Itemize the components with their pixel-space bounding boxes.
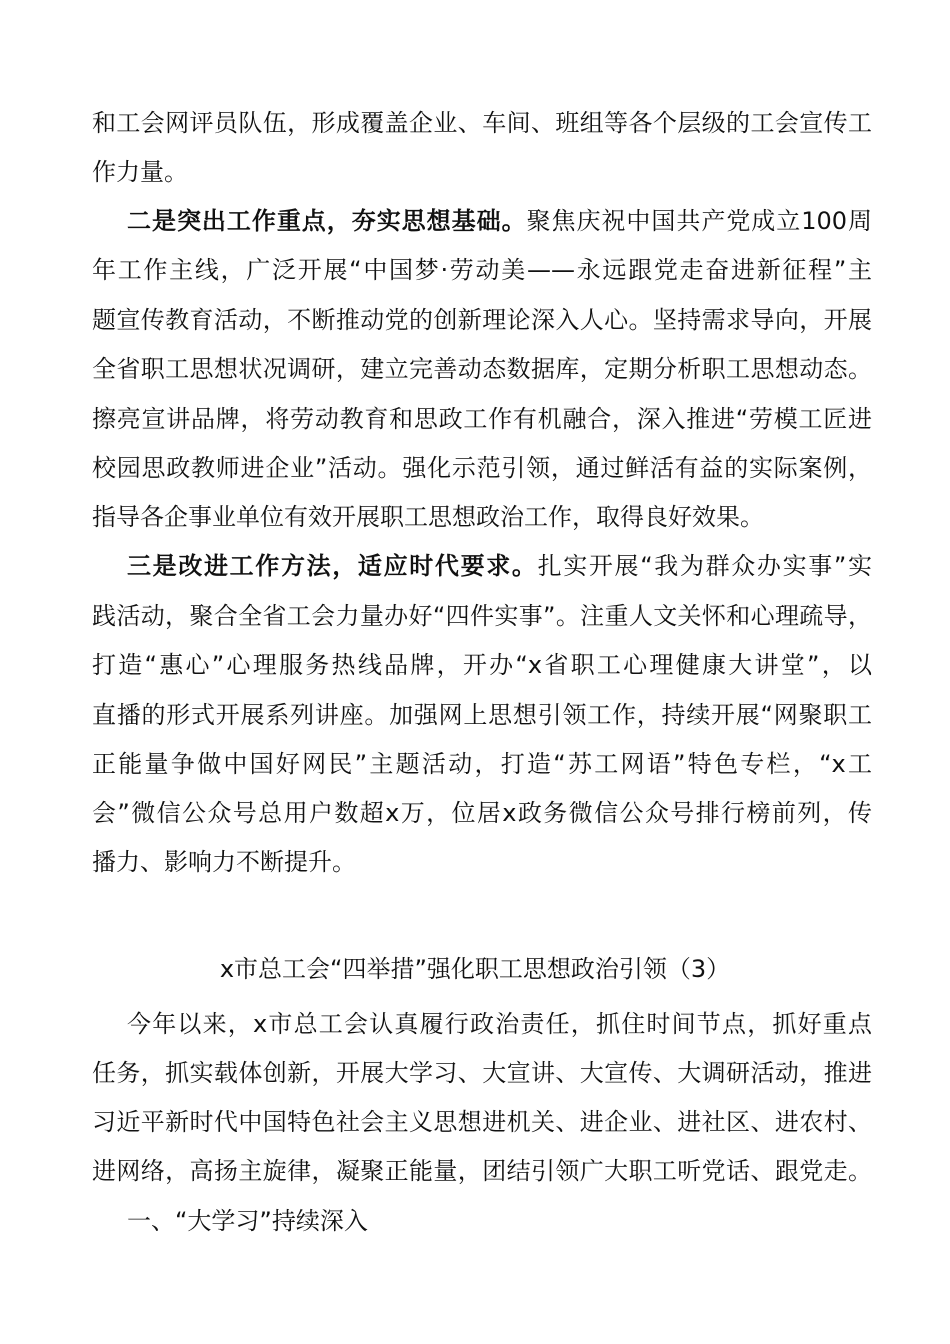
paragraph-first-line <box>127 551 872 581</box>
section-title: x市总工会“四举措”强化职工思想政治引领（3） <box>219 955 731 983</box>
paragraph-line: 指导各企事业单位有效开展职工思想政治工作，取得良好效果。 <box>92 503 764 531</box>
paragraph-line: 任务，抓实载体创新，开展大学习、大宣讲、大宣传、大调研活动，推进 <box>92 1059 872 1087</box>
paragraph-lead: 二是突出工作重点，夯实思想基础。 <box>127 207 527 235</box>
paragraph-line: 打造“惠心”心理服务热线品牌，开办“x省职工心理健康大讲堂”，以 <box>92 651 872 679</box>
paragraph-line: 题宣传教育活动，不断推动党的创新理论深入人心。坚持需求导向，开展 <box>92 306 872 334</box>
paragraph-line: 播力、影响力不断提升。 <box>92 848 356 876</box>
paragraph-line: 擦亮宣讲品牌，将劳动教育和思政工作有机融合，深入推进“劳模工匠进 <box>92 405 872 433</box>
paragraph-lead: 三是改进工作方法，适应时代要求。 <box>127 552 538 580</box>
paragraph-line: 和工会网评员队伍，形成覆盖企业、车间、班组等各个层级的工会宣传工 <box>92 109 872 137</box>
paragraph-line: 校园思政教师进企业”活动。强化示范引领，通过鲜活有益的实际案例， <box>92 454 872 482</box>
paragraph-text: 扎实开展“我为群众办实事”实 <box>537 552 873 580</box>
paragraph-first-line <box>127 206 872 236</box>
paragraph-line: 进网络，高扬主旋律，凝聚正能量，团结引领广大职工听党话、跟党走。 <box>92 1157 872 1185</box>
paragraph-line: 作力量。 <box>92 158 188 186</box>
paragraph-line: 全省职工思想状况调研，建立完善动态数据库，定期分析职工思想动态。 <box>92 355 872 383</box>
paragraph-line: 直播的形式开展系列讲座。加强网上思想引领工作，持续开展“网聚职工 <box>92 701 872 729</box>
paragraph-line: 习近平新时代中国特色社会主义思想进机关、进企业、进社区、进农村、 <box>92 1108 872 1136</box>
paragraph-text: 聚焦庆祝中国共产党成立100周 <box>526 207 873 235</box>
paragraph-line: 会”微信公众号总用户数超x万，位居x政务微信公众号排行榜前列，传 <box>92 799 872 827</box>
paragraph-line: 今年以来，x市总工会认真履行政治责任，抓住时间节点，抓好重点 <box>127 1010 872 1038</box>
paragraph-line: 践活动，聚合全省工会力量办好“四件实事”。注重人文关怀和心理疏导， <box>92 602 872 630</box>
subheading: 一、“大学习”持续深入 <box>127 1207 368 1235</box>
paragraph-line: 年工作主线，广泛开展“中国梦·劳动美——永远跟党走奋进新征程”主 <box>92 256 872 284</box>
paragraph-line: 正能量争做中国好网民”主题活动，打造“苏工网语”特色专栏，“x工 <box>92 750 872 778</box>
